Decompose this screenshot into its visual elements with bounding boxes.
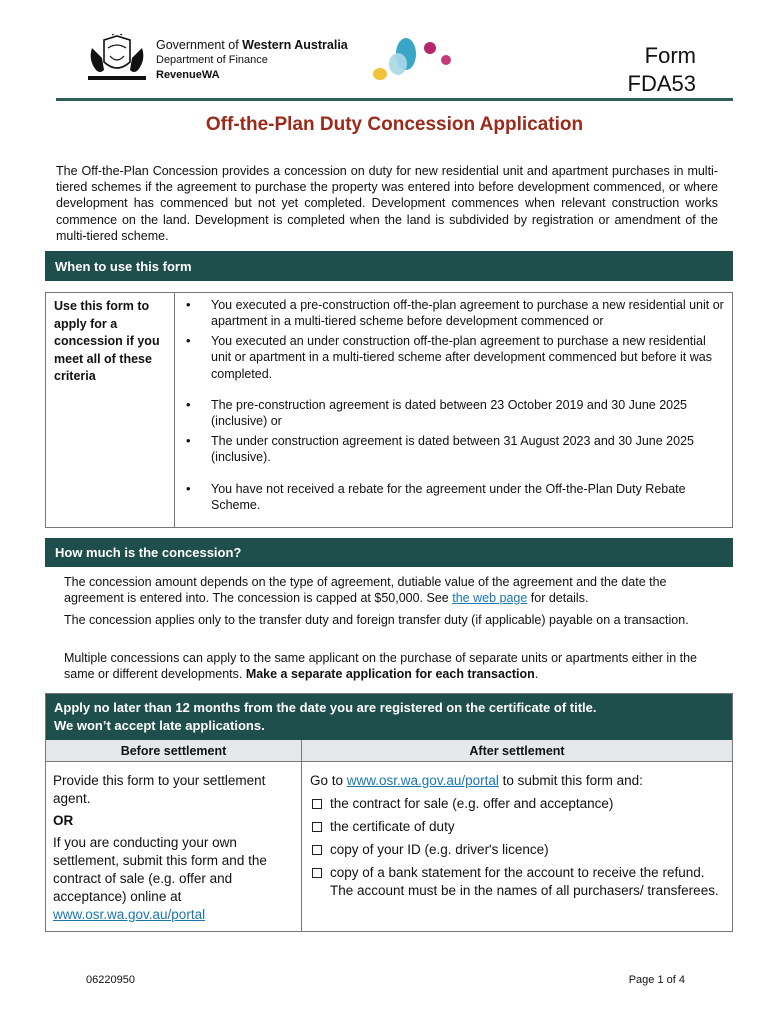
revenuewa-logo-icon [372,34,454,82]
checklist-item: the contract for sale (e.g. offer and acceptance) [310,795,724,813]
form-word: Form [644,43,696,68]
portal-link-before[interactable]: www.osr.wa.gov.au/portal [53,907,206,922]
page-header [0,0,770,100]
criteria-list [186,297,726,513]
department-name: Department of Finance [156,54,268,66]
after-settlement-heading: After settlement [302,740,732,762]
government-name: Government of Western Australia [156,38,348,52]
criteria-item: • You executed a pre-construction off-the-plan agreement to purchase a new residential unit or apartment in a multi-tiered scheme before development commenced or [186,297,726,330]
criteria-table [45,292,733,528]
checkbox-icon [312,822,322,832]
checkbox-icon [312,799,322,809]
agency-name: RevenueWA [156,69,220,81]
checklist-item: copy of a bank statement for the account to receive the refund. The account must be in the names of all purchasers/ transferees. [310,864,724,900]
when-to-use-heading: When to use this form [45,251,733,281]
multiple-concessions-paragraph: Multiple concessions can apply to the same applicant on the purchase of separate units or apartments either in the same or different developments. Make a separate application for each transaction. [64,651,698,681]
before-settlement-heading: Before settlement [46,740,302,762]
apply-deadline-heading: Apply no later than 12 months from the date you are registered on the certificate of title. We won’t accept late applications. [46,694,732,740]
checkbox-icon [312,845,322,855]
page-title: Off-the-Plan Duty Concession Application [205,114,584,135]
criteria-item: • The under construction agreement is dated between 31 August 2023 and 30 June 2025 (inclusive). [186,433,726,466]
criteria-item: • You have not received a rebate for the agreement under the Off-the-Plan Duty Rebate Scheme. [186,481,726,514]
page-number: Page 1 of 4 [628,974,685,986]
concession-applies-paragraph: The concession applies only to the transfer duty and foreign transfer duty (if applicable) payable on a transaction. [64,613,689,627]
wa-coat-of-arms-icon [84,34,150,84]
intro-paragraph: The Off-the-Plan Concession provides a concession on duty for new residential unit and apartment purchases in multi-tiered schemes if the agreement to purchase the property was entered into before development commenced, or where development has commenced but not yet completed. Development commences when relevant construction works commence on the land. Development is completed when the land is subdivided by registration or amendment of the multi-tiered scheme. [56,164,718,243]
criteria-item: • The pre-construction agreement is dated between 23 October 2019 and 30 June 2025 (inclusive) or [186,397,726,430]
criteria-label: Use this form to apply for a concession if you meet all of these criteria [46,293,175,527]
apply-table [45,693,733,932]
checkbox-icon [312,868,322,878]
criteria-item: • You executed an under construction off-the-plan agreement to purchase a new residential unit or apartment in a multi-tiered scheme after development commenced but before it was completed. [186,333,726,382]
form-code: FDA53 [627,71,696,96]
after-settlement-cell [302,762,732,900]
form-identifier [628,42,696,98]
or-label: OR [53,813,74,828]
after-settlement-intro: Go to www.osr.wa.gov.au/portal to submit this form and: [310,773,643,788]
how-much-heading: How much is the concession? [45,538,733,567]
form-code-footer: 06220950 [86,974,135,986]
checklist-item: the certificate of duty [310,818,724,836]
before-settlement-cell: Provide this form to your settlement agent. OR If you are conducting your own settlement, submit this form and the contract of sale (e.g. offer and acceptance) online at www.osr.wa.gov.au/portal [46,762,302,931]
checklist-item: copy of your ID (e.g. driver's licence) [310,841,724,859]
portal-link-after[interactable]: www.osr.wa.gov.au/portal [346,773,499,788]
web-page-link[interactable]: the web page [452,590,528,605]
header-divider [56,98,733,101]
concession-amount-paragraph: The concession amount depends on the type of agreement, dutiable value of the agreement and the date the agreement is entered into. The concession is capped at $50,000. See the web page for details. [64,575,667,605]
